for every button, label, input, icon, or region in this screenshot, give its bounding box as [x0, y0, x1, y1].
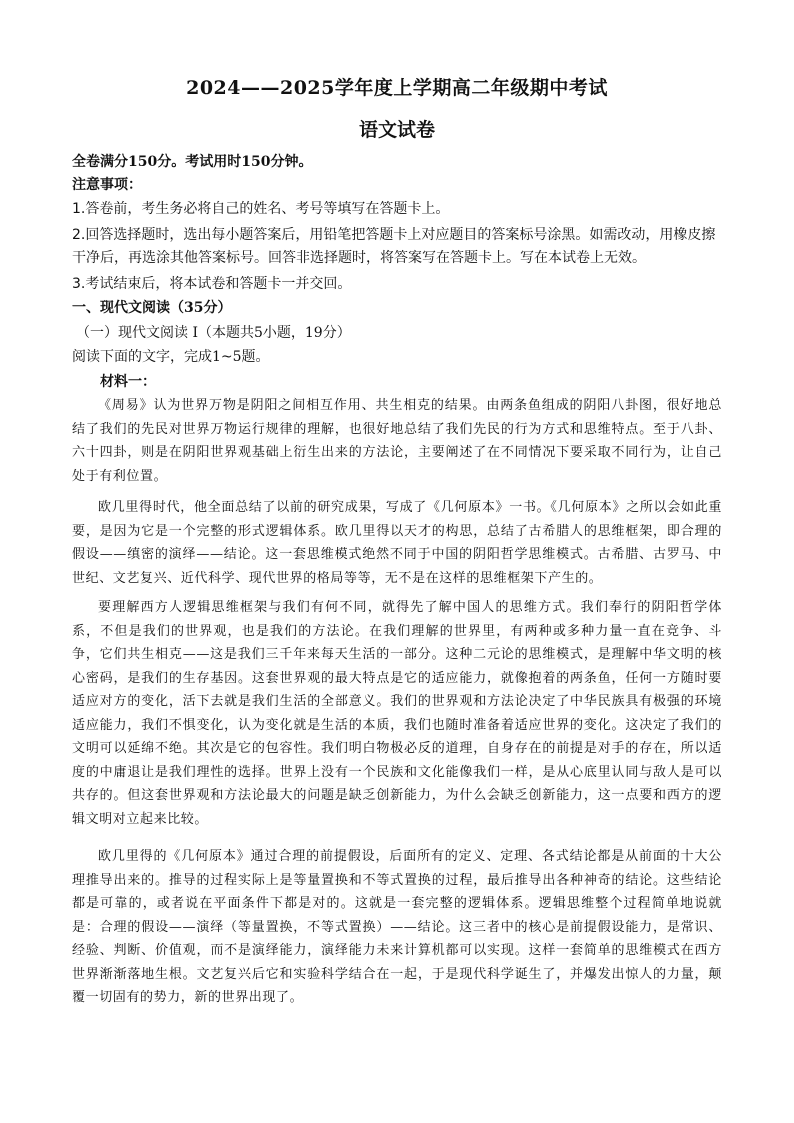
material-label: 材料一：	[100, 374, 156, 390]
passage-paragraph: 欧几里得的《几何原本》通过合理的前提假设，后面所有的定义、定理、各式结论都是从前面的十大公理推导出来的。推导的过程实际上是等量置换和不等式置换的过程，最后推导出各种神奇的结论。这些结论都是可靠的，或者说在平面条件下都是对的。这就是一套完整的逻辑体系。逻辑思维整个过程简单地说就是：合理的假设——演绎（等量置换，不等式置换）——结论。这三者中的核心是前提假设能力，是常识、经验、判断、价值观，而不是演绎能力，演绎能力未来计算机都可以实现。这样一套简单的思维模式在西方世界渐渐落地生根。文艺复兴后它和实验科学结合在一起，于是现代科学诞生了，并爆发出惊人的力量，颠覆一切固有的势力，新的世界出现了。	[72, 849, 722, 1005]
sub-section-heading: （一）现代文阅读 I（本题共5小题，19分）	[76, 325, 351, 341]
passage-paragraph: 《周易》认为世界万物是阴阳之间相互作用、共生相克的结果。由两条鱼组成的阴阳八卦图，很好地总结了我们的先民对世界万物运行规律的理解，也很好地总结了我们先民的行为方式和思维特点。至于八卦、六十四卦，则是在阴阳世界观基础上衍生出来的方法论，主要阐述了在不同情况下要采取不同行为，让自己处于有利位置。	[72, 398, 722, 484]
note-item-continued: 干净后，再选涂其他答案标号。回答非选择题时，将答案写在答题卡上。写在本试卷上无效。	[72, 250, 646, 266]
exam-subtitle: 语文试卷	[358, 119, 435, 141]
exam-title: 2024——2025学年度上学期高二年级期中考试	[186, 77, 608, 99]
note-item: 1.答卷前，考生务必将自己的姓名、考号等填写在答题卡上。	[72, 201, 450, 217]
note-item: 3.考试结束后，将本试卷和答题卡一并交回。	[72, 276, 352, 292]
section-heading: 一、现代文阅读（35分）	[72, 300, 232, 316]
reading-instruction: 阅读下面的文字，完成1~5题。	[72, 349, 270, 365]
exam-info: 全卷满分150分。考试用时150分钟。	[72, 154, 313, 170]
note-item: 2.回答选择题时，选出每小题答案后，用铅笔把答题卡上对应题目的答案标号涂黑。如需改动，用橡皮擦	[72, 227, 716, 243]
notes-heading: 注意事项：	[72, 177, 142, 193]
passage-paragraph: 要理解西方人逻辑思维框架与我们有何不同，就得先了解中国人的思维方式。我们奉行的阴阳哲学体系，不但是我们的世界观，也是我们的方法论。在我们理解的世界里，有两种或多种力量一直在竞争、斗争，它们共生相克——这是我们三千年来每天生活的一部分。这种二元论的思维模式，是理解中华文明的核心密码，是我们的生存基因。这套世界观的最大特点是它的适应能力，就像抱着的两条鱼，任何一方随时要适应对方的变化，活下去就是我们生活的全部意义。我们的世界观和方法论决定了中华民族具有极强的环境适应能力，我们不惧变化，认为变化就是生活的本质，我们也随时准备着适应世界的变化。这决定了我们的文明可以延绵不绝。其次是它的包容性。我们明白物极必反的道理，自身存在的前提是对手的存在，所以适度的中庸退让是我们理性的选择。世界上没有一个民族和文化能像我们一样，是从心底里认同与敌人是可以共存的。但这套世界观和方法论最大的问题是缺乏创新能力，为什么会缺乏创新能力，这一点要和西方的逻辑文明对立起来比较。	[72, 600, 722, 827]
passage-paragraph: 欧几里得时代，他全面总结了以前的研究成果，写成了《几何原本》一书。《几何原本》之所以会如此重要，是因为它是一个完整的形式逻辑体系。欧几里得以天才的构思，总结了古希腊人的思维框架，即合理的假设——缜密的演绎——结论。这一套思维模式绝然不同于中国的阴阳哲学思维模式。古希腊、古罗马、中世纪、文艺复兴、近代科学、现代世界的格局等等，无不是在这样的思维框架下产生的。	[72, 500, 722, 586]
